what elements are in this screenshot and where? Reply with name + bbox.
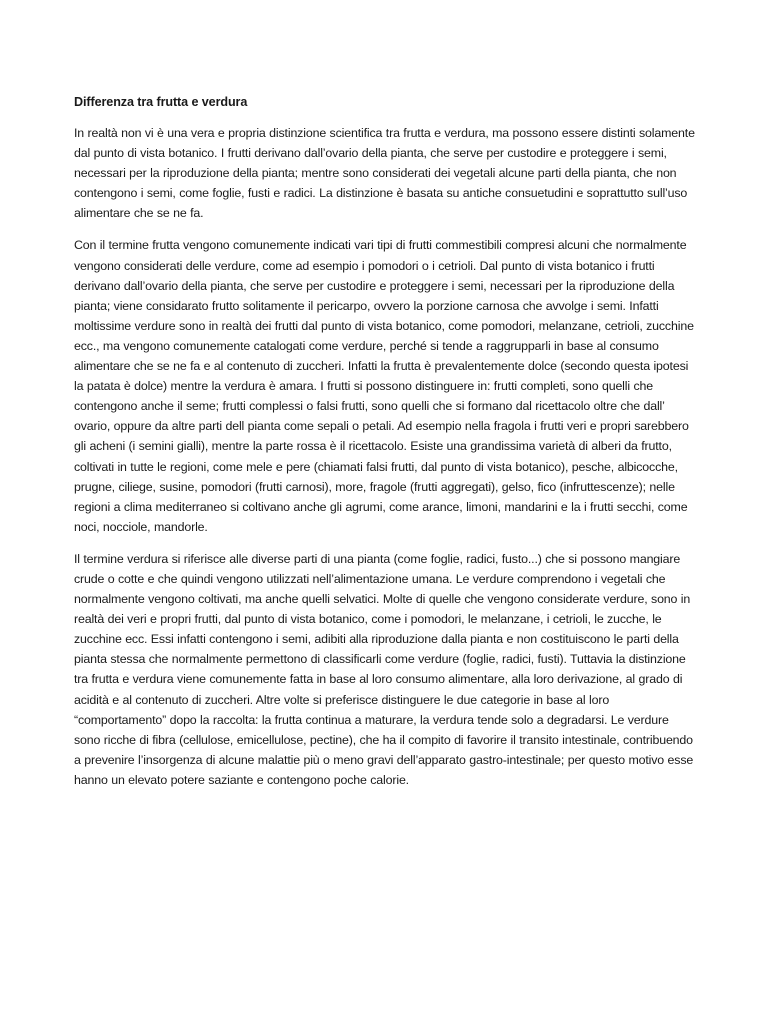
paragraph-intro: In realtà non vi è una vera e propria distinzione scientifica tra frutta e verdura, ma possono essere distinti solamente dal punto di vista botanico. I frutti derivano dall’ovario della pianta, che serve per custodire e proteggere i semi, necessari per la riproduzione della pianta; mentre sono considerati dei vegetali alcune parti della pianta, che non contengono i semi, come foglie, fusti e radici. La distinzione è basata su antiche consuetudini e soprattutto sull’uso alimentare che se ne fa.: [74, 126, 695, 221]
document-page: [74, 92, 696, 802]
document-title: Differenza tra frutta e verdura: [74, 95, 248, 109]
paragraph-frutta: Con il termine frutta vengono comunemente indicati vari tipi di frutti commestibili compresi alcuni che normalmente vengono considerati delle verdure, come ad esempio i pomodori o i cetrioli. Dal punto di vista botanico i frutti derivano dall’ovario della pianta, che serve per custodire e proteggere i semi, necessari per la riproduzione della pianta; viene considarato frutto solitamente il pericarpo, ovvero la porzione carnosa che avvolge i semi. Infatti moltissime verdure sono in realtà dei frutti dal punto di vista botanico, come pomodori, melanzane, cetrioli, zucchine ecc., ma vengono comunemente catalogati come verdure, perché si tende a raggrupparli in base al consumo alimentare che se ne fa e al contenuto di zuccheri. Infatti la frutta è prevalentemente dolce (secondo questa ipotesi la patata è dolce) mentre la verdura è amara. I frutti si possono distinguere in: frutti completi, sono quelli che contengono anche il seme; frutti complessi o falsi frutti, sono quelli che si formano dal ricettacolo oltre che dall’ ovario, oppure da altre parti dell pianta come sepali o petali. Ad esempio nella fragola i frutti veri e propri sarebbero gli acheni (i semini gialli), mentre la parte rossa è il ricettacolo. Esiste una grandissima varietà di alberi da frutto, coltivati in tutte le regioni, come mele e pere (chiamati falsi frutti, dal punto di vista botanico), pesche, albicocche, prugne, ciliege, susine, pomodori (frutti carnosi), more, fragole (frutti aggregati), gelso, fico (infruttescenze); nelle regioni a clima mediterraneo si coltivano anche gli agrumi, come arance, limoni, mandarini e la i frutti secchi, come noci, nocciole, mandorle.: [74, 238, 694, 534]
paragraph-verdura: Il termine verdura si riferisce alle diverse parti di una pianta (come foglie, radici, fusto...) che si possono mangiare crude o cotte e che quindi vengono utilizzati nell’alimentazione umana. Le verdure comprendono i vegetali che normalmente vengono coltivati, ma anche quelli selvatici. Molte di quelle che vengono considerate verdure, sono in realtà dei veri e propri frutti, dal punto di vista botanico, come i pomodori, le melanzane, i cetrioli, le zucche, le zucchine ecc. Essi infatti contengono i semi, adibiti alla riproduzione dalla pianta e non costituiscono le parti della pianta stessa che normalmente permettono di classificarli come verdure (foglie, radici, fusti). Tuttavia la distinzione tra frutta e verdura viene comunemente fatta in base al loro consumo alimentare, alla loro derivazione, al grado di acidità e al contenuto di zuccheri. Altre volte si preferisce distinguere le due categorie in base al loro “comportamento” dopo la raccolta: la frutta continua a maturare, la verdura tende solo a degradarsi. Le verdure sono ricche di fibra (cellulose, emicellulose, pectine), che ha il compito di favorire il transito intestinale, contribuendo a prevenire l’insorgenza di alcune malattie più o meno gravi dell’apparato gastro-intestinale; per questo motivo esse hanno un elevato potere saziante e contengono poche calorie.: [74, 551, 694, 787]
